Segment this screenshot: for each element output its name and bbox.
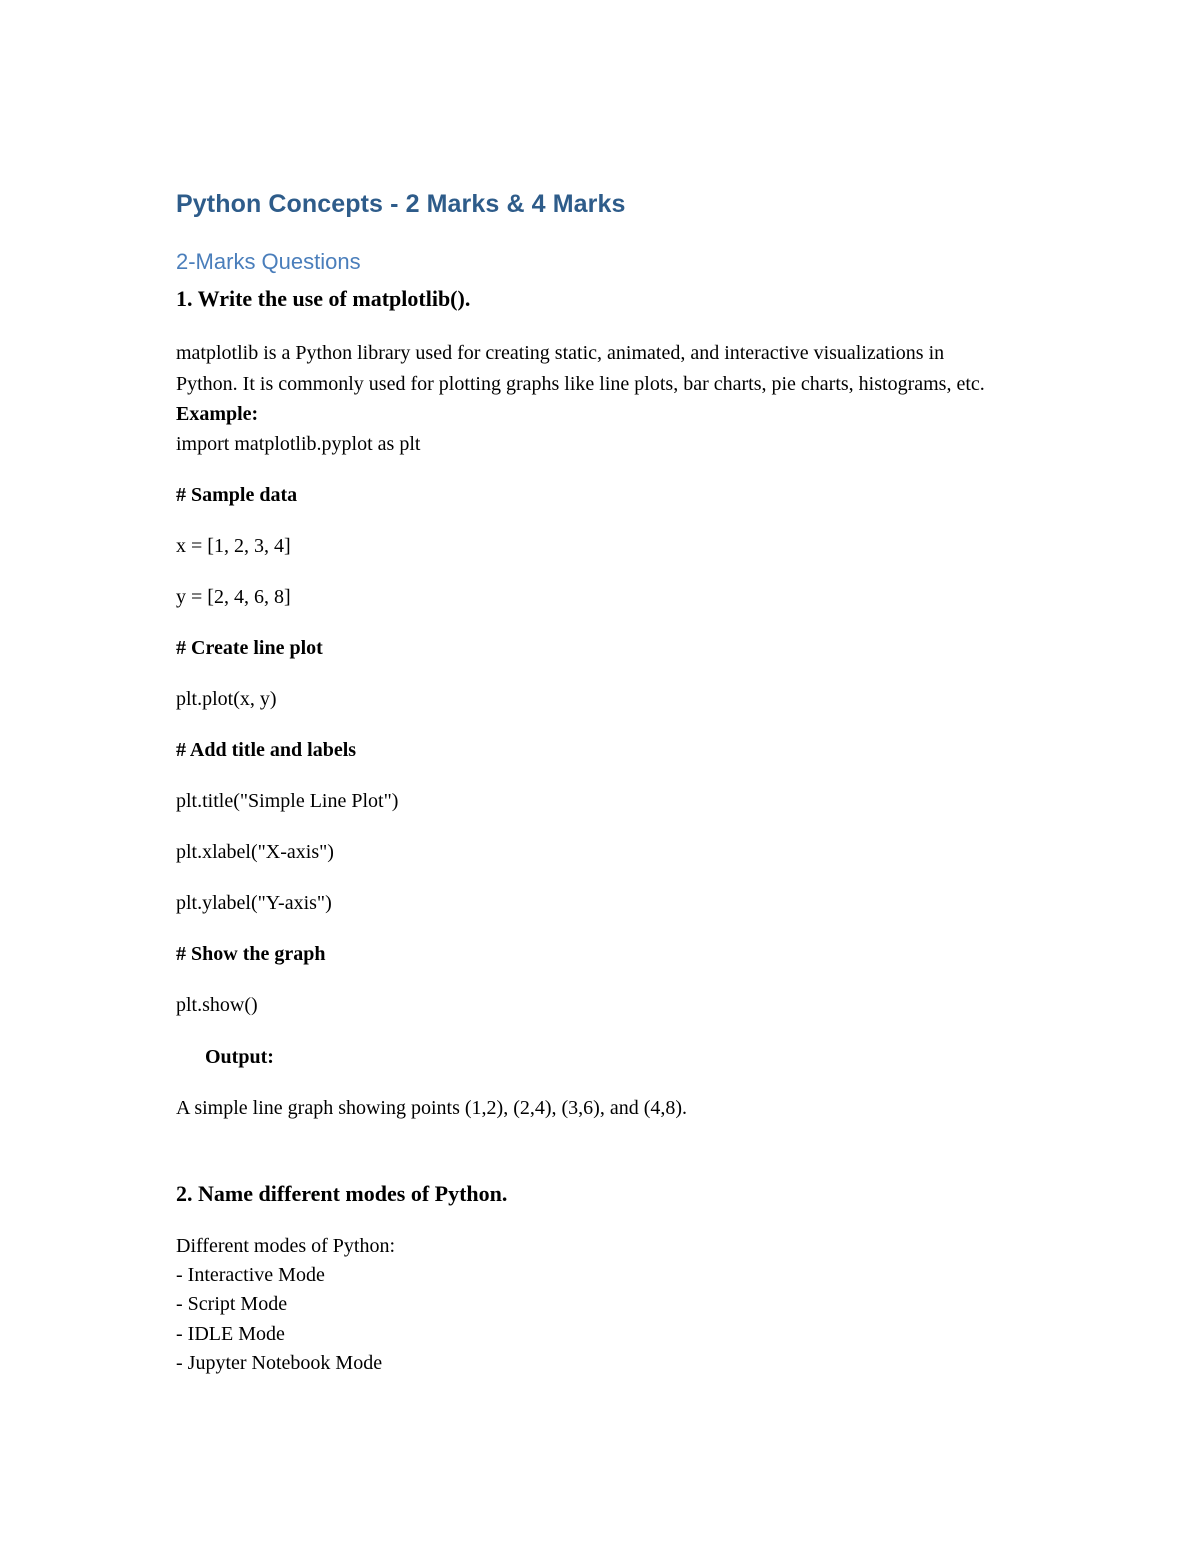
code-line-title-call: plt.title("Simple Line Plot") xyxy=(176,790,399,813)
question-2-heading: 2. Name different modes of Python. xyxy=(176,1181,508,1207)
code-line-ylabel-call: plt.ylabel("Y-axis") xyxy=(176,892,332,915)
example-label: Example: xyxy=(176,403,259,426)
code-comment-create-line-plot: # Create line plot xyxy=(176,637,323,660)
output-description: A simple line graph showing points (1,2), (2,4), (3,6), and (4,8). xyxy=(176,1097,688,1120)
code-comment-show-the-graph: # Show the graph xyxy=(176,943,326,966)
document-content xyxy=(176,190,1006,1379)
output-label: Output: xyxy=(205,1046,274,1069)
list-item: - Interactive Mode xyxy=(176,1264,325,1286)
section-heading-2-marks: 2-Marks Questions xyxy=(176,248,361,274)
question-1-answer-paragraph: matplotlib is a Python library used for creating static, animated, and interactive visualizations in Python. It is commonly used for plotting graphs like line plots, bar charts, pie charts, histograms, etc. xyxy=(176,342,985,395)
code-line-xlabel-call: plt.xlabel("X-axis") xyxy=(176,841,334,864)
list-item: - IDLE Mode xyxy=(176,1322,285,1345)
question-2-intro: Different modes of Python: xyxy=(176,1234,396,1257)
code-line-plot-call: plt.plot(x, y) xyxy=(176,688,277,711)
python-modes-block xyxy=(176,1232,1006,1379)
code-line-show-call: plt.show() xyxy=(176,994,258,1017)
code-comment-sample-data: # Sample data xyxy=(176,484,298,507)
code-line-x-assignment: x = [1, 2, 3, 4] xyxy=(176,535,291,558)
code-line-y-assignment: y = [2, 4, 6, 8] xyxy=(176,586,291,609)
page-title: Python Concepts - 2 Marks & 4 Marks xyxy=(176,190,626,218)
code-line-import: import matplotlib.pyplot as plt xyxy=(176,433,421,456)
list-item: - Jupyter Notebook Mode xyxy=(176,1352,383,1375)
question-1-heading: 1. Write the use of matplotlib(). xyxy=(176,286,471,312)
code-comment-add-title-and-labels: # Add title and labels xyxy=(176,739,357,762)
list-item: - Script Mode xyxy=(176,1293,288,1316)
